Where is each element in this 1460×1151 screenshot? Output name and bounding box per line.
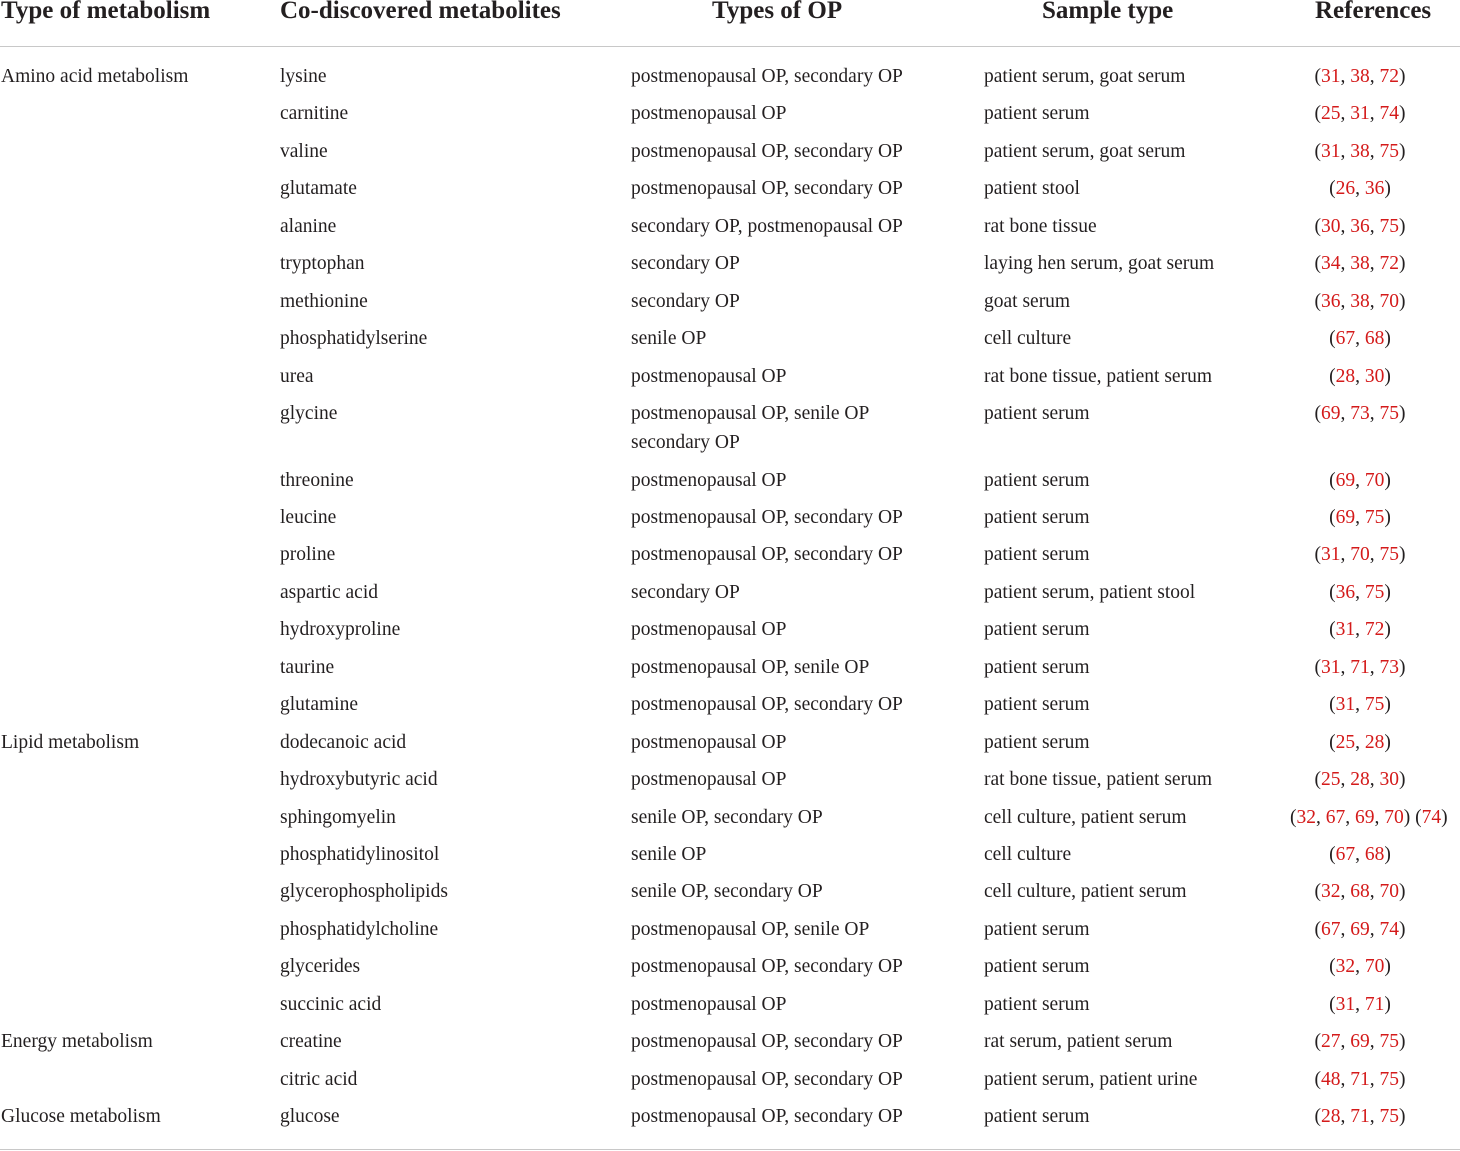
- cell-references: (31, 38, 72): [1314, 66, 1406, 87]
- reference-link[interactable]: 75: [1379, 1068, 1399, 1090]
- cell-references: (25, 28, 30): [1314, 769, 1406, 791]
- cell-sample-type: rat bone tissue: [984, 215, 1097, 237]
- cell-references: (69, 70): [1329, 469, 1391, 491]
- op-type-line: postmenopausal OP, senile OP: [631, 403, 870, 425]
- cell-references: (67, 69, 74): [1314, 918, 1406, 940]
- reference-link[interactable]: 31: [1335, 694, 1356, 716]
- op-type-line: postmenopausal OP: [631, 469, 787, 491]
- cell-references: (31, 72): [1329, 619, 1391, 641]
- op-type-line: postmenopausal OP: [631, 769, 787, 791]
- op-type-line: postmenopausal OP, secondary OP: [631, 694, 903, 716]
- reference-link[interactable]: 69: [1335, 506, 1356, 528]
- reference-link[interactable]: 69: [1350, 918, 1370, 940]
- cell-op-types: [631, 615, 786, 644]
- cell-sample-type: patient serum: [984, 956, 1090, 978]
- cell-op-types: [631, 137, 903, 166]
- cell-sample-type: patient serum: [984, 918, 1090, 940]
- reference-link[interactable]: 34: [1321, 253, 1341, 275]
- cell-sample-type: patient serum, patient urine: [984, 1068, 1198, 1090]
- reference-link[interactable]: 36: [1350, 215, 1370, 237]
- cell-sample-type: rat bone tissue, patient serum: [984, 365, 1212, 387]
- cell-metabolite: aspartic acid: [280, 581, 378, 603]
- cell-sample-type: patient serum: [984, 506, 1090, 528]
- cell-op-types: [631, 62, 903, 91]
- reference-link[interactable]: 30: [1364, 365, 1385, 387]
- op-type-line: secondary OP: [631, 253, 740, 275]
- cell-references: (27, 69, 75): [1314, 1031, 1406, 1053]
- op-type-line: postmenopausal OP: [631, 731, 787, 753]
- reference-link[interactable]: 68: [1364, 844, 1385, 865]
- op-type-line: postmenopausal OP, secondary OP: [631, 544, 903, 566]
- op-type-line: postmenopausal OP, secondary OP: [631, 506, 903, 528]
- op-type-line: postmenopausal OP: [631, 993, 787, 1015]
- cell-op-types: [631, 990, 786, 1019]
- cell-sample-type: rat bone tissue, patient serum: [984, 769, 1212, 791]
- cell-sample-type: patient serum: [984, 993, 1090, 1015]
- reference-link[interactable]: 75: [1379, 215, 1399, 237]
- op-type-line: postmenopausal OP, secondary OP: [631, 956, 903, 978]
- cell-op-types: [631, 1065, 903, 1094]
- reference-link[interactable]: 32: [1335, 956, 1356, 978]
- cell-metabolite: glycerophospholipids: [280, 881, 448, 903]
- reference-link[interactable]: 31: [1335, 619, 1356, 641]
- cell-references: (31, 71, 73): [1314, 656, 1406, 678]
- reference-link[interactable]: 68: [1350, 881, 1370, 903]
- cell-sample-type: patient serum: [984, 619, 1090, 641]
- cell-sample-type: patient stool: [984, 178, 1080, 200]
- cell-sample-type: patient serum: [984, 469, 1090, 491]
- cell-op-types: [631, 765, 786, 794]
- cell-references: (36, 38, 70): [1314, 290, 1406, 312]
- reference-link[interactable]: 28: [1364, 731, 1385, 753]
- cell-metabolite: phosphatidylinositol: [280, 844, 440, 865]
- cell-sample-type: patient serum: [984, 694, 1090, 716]
- reference-link[interactable]: 70: [1384, 806, 1404, 828]
- cell-metabolite: alanine: [280, 215, 337, 237]
- cell-op-types: [631, 915, 869, 944]
- cell-sample-type: patient serum: [984, 403, 1090, 425]
- reference-link[interactable]: 69: [1335, 469, 1356, 491]
- cell-references: (25, 31, 74): [1314, 103, 1406, 125]
- cell-sample-type: laying hen serum, goat serum: [984, 253, 1215, 275]
- cell-references: (31, 38, 75): [1314, 140, 1406, 162]
- cell-op-types: [631, 212, 903, 241]
- cell-references: (25, 28): [1329, 731, 1391, 753]
- op-type-line: senile OP: [631, 844, 707, 865]
- cell-references: (32, 67, 69, 70) (74): [1290, 806, 1448, 828]
- op-type-line: postmenopausal OP, secondary OP: [631, 140, 903, 162]
- reference-link[interactable]: 74: [1379, 103, 1399, 125]
- cell-metabolite: methionine: [280, 290, 368, 312]
- cell-op-types: [631, 99, 786, 128]
- reference-link[interactable]: 25: [1335, 731, 1356, 753]
- op-type-line: postmenopausal OP, secondary OP: [631, 178, 903, 200]
- cell-sample-type: patient serum: [984, 544, 1090, 566]
- reference-link[interactable]: 25: [1321, 769, 1341, 791]
- reference-link[interactable]: 32: [1321, 881, 1341, 903]
- cell-metabolite: valine: [280, 140, 328, 162]
- cell-metabolite: lysine: [280, 66, 327, 87]
- cell-op-types: [631, 728, 786, 757]
- reference-link[interactable]: 67: [1325, 806, 1346, 828]
- cell-references: (69, 75): [1329, 506, 1391, 528]
- cell-metabolism-type: Glucose metabolism: [1, 1106, 161, 1128]
- cell-op-types: [631, 803, 823, 832]
- cell-metabolite: taurine: [280, 656, 335, 678]
- cell-references: (67, 68): [1329, 328, 1391, 350]
- cell-metabolism-type: Amino acid metabolism: [1, 66, 189, 87]
- cell-op-types: [631, 466, 786, 495]
- cell-metabolite: glutamine: [280, 694, 358, 716]
- cell-op-types: [631, 174, 903, 203]
- reference-link[interactable]: 72: [1364, 619, 1385, 641]
- reference-link[interactable]: 28: [1321, 1106, 1341, 1128]
- reference-link[interactable]: 31: [1350, 103, 1370, 125]
- op-type-line: senile OP: [631, 328, 707, 350]
- cell-references: (32, 68, 70): [1314, 881, 1406, 903]
- cell-references: (34, 38, 72): [1314, 253, 1406, 275]
- cell-metabolism-type: Energy metabolism: [1, 1031, 153, 1053]
- cell-metabolite: glucose: [280, 1106, 340, 1128]
- reference-link[interactable]: 75: [1364, 694, 1385, 716]
- cell-metabolite: glutamate: [280, 178, 357, 200]
- reference-link[interactable]: 36: [1321, 290, 1341, 312]
- cell-sample-type: patient serum: [984, 103, 1090, 125]
- cell-sample-type: patient serum: [984, 731, 1090, 753]
- reference-link[interactable]: 31: [1321, 140, 1341, 162]
- reference-link[interactable]: 75: [1379, 1106, 1399, 1128]
- cell-op-types: [631, 540, 903, 569]
- reference-link[interactable]: 69: [1321, 403, 1341, 425]
- cell-sample-type: cell culture: [984, 328, 1072, 350]
- op-type-line: postmenopausal OP, secondary OP: [631, 66, 903, 87]
- cell-sample-type: rat serum, patient serum: [984, 1031, 1173, 1053]
- header-references: References: [1315, 0, 1432, 24]
- reference-link[interactable]: 67: [1335, 328, 1356, 350]
- cell-references: (31, 75): [1329, 694, 1391, 716]
- reference-link[interactable]: 72: [1379, 66, 1399, 87]
- reference-link[interactable]: 73: [1350, 403, 1370, 425]
- cell-references: (69, 73, 75): [1314, 403, 1406, 425]
- reference-link[interactable]: 30: [1379, 769, 1399, 791]
- reference-link[interactable]: 67: [1321, 918, 1341, 940]
- op-type-line: postmenopausal OP, secondary OP: [631, 1031, 903, 1053]
- cell-op-types: [631, 952, 903, 981]
- reference-link[interactable]: 75: [1364, 506, 1385, 528]
- reference-link[interactable]: 36: [1335, 581, 1356, 603]
- cell-sample-type: goat serum: [984, 290, 1071, 312]
- reference-link[interactable]: 68: [1364, 328, 1385, 350]
- reference-link[interactable]: 70: [1364, 956, 1385, 978]
- reference-link[interactable]: 74: [1421, 806, 1442, 828]
- reference-link[interactable]: 31: [1335, 993, 1356, 1015]
- cell-op-types: [631, 690, 903, 719]
- cell-references: (32, 70): [1329, 956, 1391, 978]
- cell-metabolite: hydroxybutyric acid: [280, 769, 438, 791]
- cell-metabolite: threonine: [280, 469, 354, 491]
- op-type-line: secondary OP, postmenopausal OP: [631, 215, 903, 237]
- bottom-rule: [0, 1149, 1460, 1150]
- cell-metabolite: tryptophan: [280, 253, 365, 275]
- cell-sample-type: patient serum, goat serum: [984, 140, 1186, 162]
- reference-link[interactable]: 75: [1379, 544, 1399, 566]
- cell-references: (31, 71): [1329, 993, 1391, 1015]
- op-type-line: senile OP, secondary OP: [631, 806, 823, 828]
- reference-link[interactable]: 70: [1379, 881, 1399, 903]
- reference-link[interactable]: 25: [1321, 103, 1341, 125]
- cell-metabolism-type: Lipid metabolism: [1, 731, 140, 753]
- reference-link[interactable]: 69: [1350, 1031, 1370, 1053]
- reference-link[interactable]: 75: [1379, 140, 1399, 162]
- cell-op-types: [631, 877, 823, 906]
- cell-op-types: [631, 249, 740, 278]
- header-type-of-metabolism: Type of metabolism: [1, 0, 211, 24]
- reference-link[interactable]: 36: [1364, 178, 1385, 200]
- op-type-line: senile OP, secondary OP: [631, 881, 823, 903]
- reference-link[interactable]: 70: [1379, 290, 1399, 312]
- reference-link[interactable]: 28: [1350, 769, 1370, 791]
- cell-references: (36, 75): [1329, 581, 1391, 603]
- cell-references: (67, 68): [1329, 844, 1391, 865]
- reference-link[interactable]: 30: [1321, 215, 1341, 237]
- op-type-line: postmenopausal OP: [631, 619, 787, 641]
- reference-link[interactable]: 67: [1335, 844, 1356, 865]
- reference-link[interactable]: 71: [1350, 1106, 1370, 1128]
- cell-op-types: [631, 362, 786, 391]
- cell-op-types: [631, 399, 869, 457]
- reference-link[interactable]: 71: [1350, 1068, 1370, 1090]
- cell-metabolite: glycerides: [280, 956, 361, 978]
- cell-op-types: [631, 840, 706, 869]
- cell-metabolite: succinic acid: [280, 993, 382, 1015]
- reference-link[interactable]: 31: [1321, 656, 1341, 678]
- reference-link[interactable]: 71: [1364, 993, 1385, 1015]
- reference-link[interactable]: 75: [1379, 1031, 1399, 1053]
- op-type-line: postmenopausal OP, senile OP: [631, 656, 870, 678]
- cell-references: (48, 71, 75): [1314, 1068, 1406, 1090]
- cell-op-types: [631, 653, 869, 682]
- cell-sample-type: cell culture, patient serum: [984, 881, 1187, 903]
- op-type-line: postmenopausal OP, secondary OP: [631, 1106, 903, 1128]
- header-types-of-op: Types of OP: [712, 0, 843, 24]
- op-type-line: postmenopausal OP, secondary OP: [631, 1068, 903, 1090]
- reference-link[interactable]: 74: [1379, 918, 1399, 940]
- reference-link[interactable]: 38: [1350, 290, 1370, 312]
- cell-metabolite: proline: [280, 544, 336, 566]
- cell-references: (30, 36, 75): [1314, 215, 1406, 237]
- reference-link[interactable]: 26: [1335, 178, 1356, 200]
- cell-sample-type: patient serum: [984, 1106, 1090, 1128]
- reference-link[interactable]: 71: [1350, 656, 1370, 678]
- cell-sample-type: patient serum, patient stool: [984, 581, 1196, 603]
- cell-op-types: [631, 324, 706, 353]
- op-type-line: secondary OP: [631, 581, 740, 603]
- reference-link[interactable]: 32: [1296, 806, 1316, 828]
- reference-link[interactable]: 38: [1350, 253, 1370, 275]
- cell-metabolite: phosphatidylserine: [280, 328, 428, 350]
- op-type-line: postmenopausal OP: [631, 103, 787, 125]
- reference-link[interactable]: 38: [1350, 66, 1370, 87]
- cell-sample-type: patient serum, goat serum: [984, 66, 1186, 87]
- reference-link[interactable]: 75: [1364, 581, 1385, 603]
- reference-link[interactable]: 70: [1364, 469, 1385, 491]
- cell-metabolite: creatine: [280, 1031, 342, 1053]
- cell-references: (28, 30): [1329, 365, 1391, 387]
- reference-link[interactable]: 27: [1321, 1031, 1341, 1053]
- cell-op-types: [631, 503, 903, 532]
- header-sample-type: Sample type: [1042, 0, 1174, 24]
- cell-metabolite: dodecanoic acid: [280, 731, 407, 753]
- reference-link[interactable]: 31: [1321, 66, 1341, 87]
- cell-op-types: [631, 1102, 903, 1131]
- cell-metabolite: carnitine: [280, 103, 349, 125]
- reference-link[interactable]: 75: [1379, 403, 1399, 425]
- cell-op-types: [631, 578, 740, 607]
- reference-link[interactable]: 48: [1321, 1068, 1341, 1090]
- header-co-discovered-metabolites: Co-discovered metabolites: [280, 0, 561, 24]
- reference-link[interactable]: 73: [1379, 656, 1399, 678]
- cell-metabolite: sphingomyelin: [280, 806, 396, 828]
- op-type-line: secondary OP: [631, 290, 740, 312]
- cell-op-types: [631, 1027, 903, 1056]
- cell-references: (28, 71, 75): [1314, 1106, 1406, 1128]
- table-header: [0, 0, 1460, 47]
- cell-metabolite: hydroxyproline: [280, 619, 401, 641]
- cell-metabolite: glycine: [280, 403, 338, 425]
- cell-op-types: [631, 287, 740, 316]
- reference-link[interactable]: 69: [1355, 806, 1375, 828]
- reference-link[interactable]: 28: [1335, 365, 1356, 387]
- reference-link[interactable]: 38: [1350, 140, 1370, 162]
- reference-link[interactable]: 72: [1379, 253, 1399, 275]
- cell-references: (26, 36): [1329, 178, 1391, 200]
- cell-metabolite: urea: [280, 365, 314, 387]
- cell-sample-type: cell culture, patient serum: [984, 806, 1187, 828]
- cell-metabolite: leucine: [280, 506, 337, 528]
- cell-sample-type: patient serum: [984, 656, 1090, 678]
- op-type-line: postmenopausal OP: [631, 365, 787, 387]
- cell-sample-type: cell culture: [984, 844, 1072, 865]
- cell-metabolite: citric acid: [280, 1068, 358, 1090]
- op-type-line: postmenopausal OP, senile OP: [631, 918, 870, 940]
- op-type-line: secondary OP: [631, 432, 740, 454]
- reference-link[interactable]: 31: [1321, 544, 1341, 566]
- cell-metabolite: phosphatidylcholine: [280, 918, 439, 940]
- cell-references: (31, 70, 75): [1314, 544, 1406, 566]
- reference-link[interactable]: 70: [1350, 544, 1370, 566]
